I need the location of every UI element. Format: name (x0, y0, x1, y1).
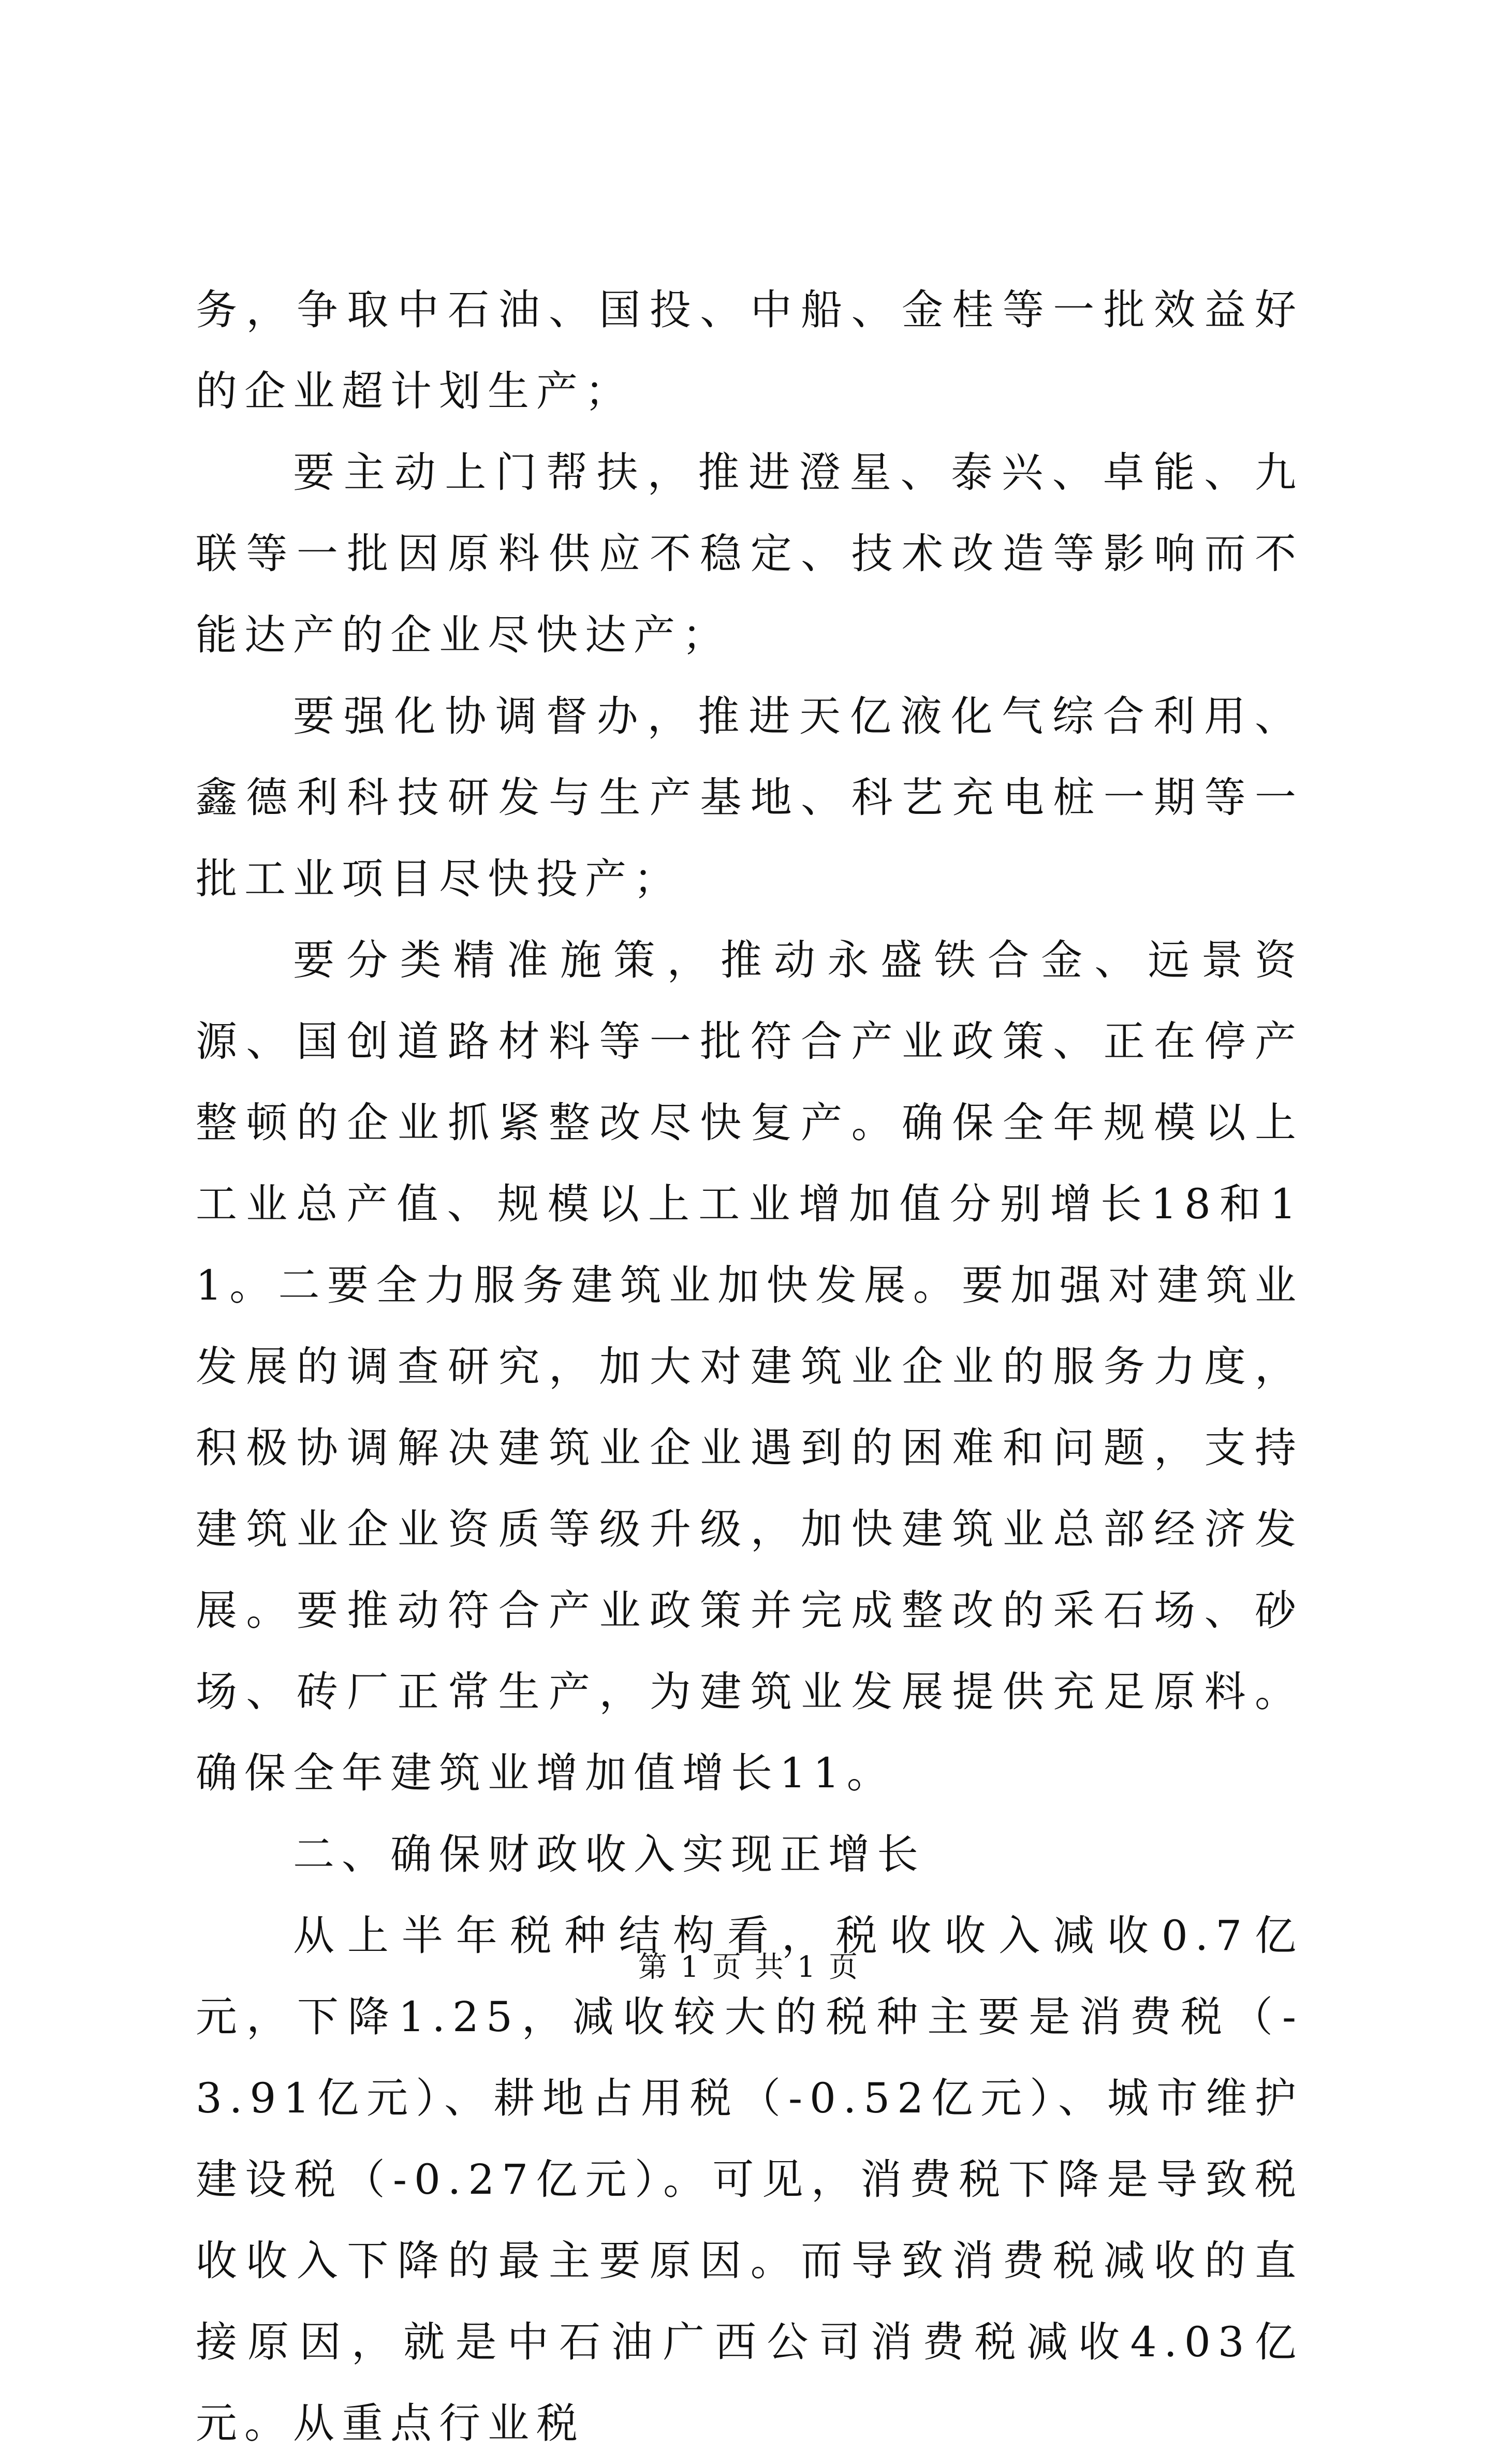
page-footer: 第 1 页 共 1 页 (638, 1950, 860, 1984)
document-body (196, 269, 1303, 2464)
section-heading: 二、确保财政收入实现正增长 (293, 1830, 926, 1878)
paragraph-tax-analysis: 从上半年税种结构看，税收收入减收0.7亿元，下降1.25，减收较大的税种主要是消费税（-3.91亿元）、耕地占用税（-0.52亿元）、城市维护建设税（-0.27亿元）。可见，消费税下降是导致税收收入下降的最主要原因。而导致消费税减收的直接原因，就是中石油广西公司消费税减收4.03亿元。从重点行业税 (196, 1912, 1303, 2447)
paragraph-policy-measures: 要分类精准施策，推动永盛铁合金、远景资源、国创道路材料等一批符合产业政策、正在停产整顿的企业抓紧整改尽快复产。确保全年规模以上工业总产值、规模以上工业增加值分别增长18和11。二要全力服务建筑业加快发展。要加强对建筑业发展的调查研究，加大对建筑业企业的服务力度，积极协调解决建筑业企业遇到的困难和问题，支持建筑业企业资质等级升级，加快建筑业总部经济发展。要推动符合产业政策并完成整改的采石场、砂场、砖厂正常生产，为建筑业发展提供充足原料。确保全年建筑业增加值增长11。 (196, 936, 1303, 1797)
paragraph-project-coordination: 要强化协调督办，推进天亿液化气综合利用、鑫德利科技研发与生产基地、科艺充电桩一期等一批工业项目尽快投产； (196, 692, 1303, 903)
paragraph-continuation: 务，争取中石油、国投、中船、金桂等一批效益好的企业超计划生产； (196, 286, 1303, 415)
paragraph-enterprise-support: 要主动上门帮扶，推进澄星、泰兴、卓能、九联等一批因原料供应不稳定、技术改造等影响而不能达产的企业尽快达产； (196, 448, 1303, 659)
